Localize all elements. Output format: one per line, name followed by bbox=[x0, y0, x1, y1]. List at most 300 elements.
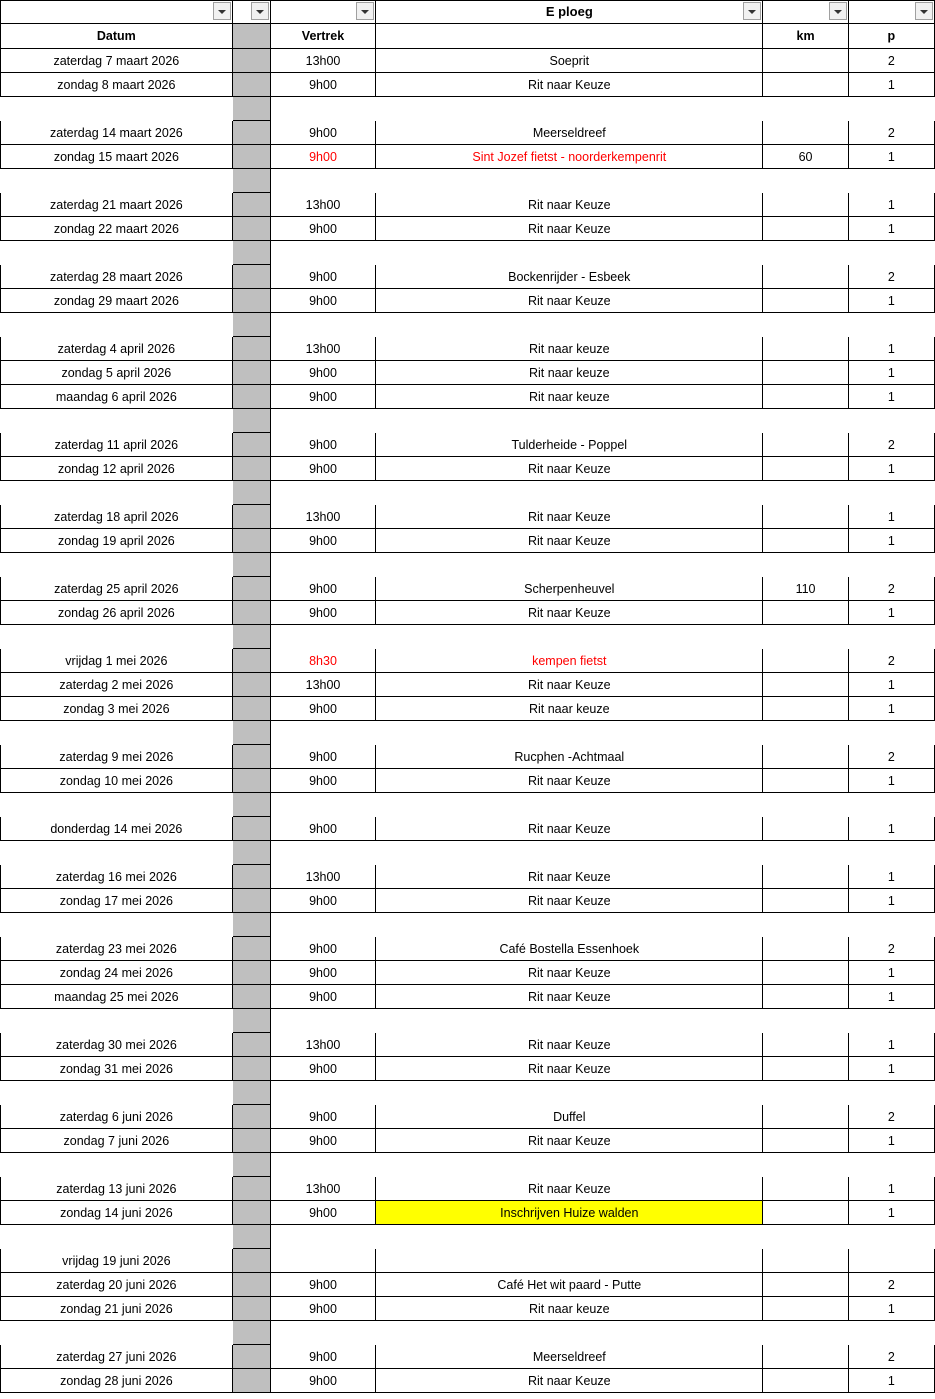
cell-km[interactable] bbox=[763, 601, 848, 625]
cell-omschrijving[interactable]: Rit naar keuze bbox=[376, 361, 763, 385]
cell-p[interactable]: 1 bbox=[848, 961, 934, 985]
cell-marker bbox=[232, 1369, 270, 1393]
spacer-cell bbox=[763, 241, 848, 265]
cell-vertrek[interactable]: 9h00 bbox=[270, 961, 375, 985]
cell-omschrijving[interactable]: Rit naar Keuze bbox=[376, 1177, 763, 1201]
cell-km[interactable] bbox=[763, 889, 848, 913]
table-row bbox=[1, 1273, 935, 1297]
cell-datum[interactable]: zondag 19 april 2026 bbox=[1, 529, 233, 553]
cell-km[interactable] bbox=[763, 337, 848, 361]
cell-datum[interactable]: zaterdag 23 mei 2026 bbox=[1, 937, 233, 961]
cell-omschrijving[interactable]: Rit naar keuze bbox=[376, 385, 763, 409]
cell-vertrek[interactable]: 9h00 bbox=[270, 817, 375, 841]
cell-marker bbox=[232, 361, 270, 385]
cell-marker bbox=[232, 1105, 270, 1129]
cell-marker bbox=[232, 193, 270, 217]
cell-p[interactable]: 2 bbox=[848, 577, 934, 601]
cell-km[interactable] bbox=[763, 121, 848, 145]
cell-km[interactable] bbox=[763, 769, 848, 793]
spacer-gray-cell bbox=[232, 625, 270, 649]
spacer-row bbox=[1, 793, 935, 817]
cell-p[interactable]: 1 bbox=[848, 289, 934, 313]
cell-km[interactable] bbox=[763, 457, 848, 481]
cell-omschrijving[interactable]: Rit naar Keuze bbox=[376, 193, 763, 217]
cell-km[interactable] bbox=[763, 217, 848, 241]
cell-omschrijving[interactable]: Rit naar keuze bbox=[376, 697, 763, 721]
cell-p[interactable]: 1 bbox=[848, 889, 934, 913]
cell-vertrek[interactable]: 9h00 bbox=[270, 601, 375, 625]
cell-km[interactable] bbox=[763, 1273, 848, 1297]
cell-vertrek[interactable]: 9h00 bbox=[270, 121, 375, 145]
chevron-down-icon[interactable] bbox=[915, 2, 933, 20]
spacer-gray-cell bbox=[232, 169, 270, 193]
cell-km[interactable] bbox=[763, 385, 848, 409]
cell-omschrijving[interactable]: Soeprit bbox=[376, 49, 763, 73]
cell-omschrijving[interactable]: Sint Jozef fietst - noorderkempenrit bbox=[376, 145, 763, 169]
cell-p[interactable]: 1 bbox=[848, 385, 934, 409]
cell-km[interactable] bbox=[763, 1033, 848, 1057]
spacer-cell bbox=[848, 241, 934, 265]
spacer-cell bbox=[270, 721, 375, 745]
cell-km[interactable] bbox=[763, 1297, 848, 1321]
cell-km[interactable] bbox=[763, 433, 848, 457]
cell-vertrek[interactable]: 9h00 bbox=[270, 889, 375, 913]
cell-datum[interactable]: zondag 28 juni 2026 bbox=[1, 1369, 233, 1393]
cell-datum[interactable]: zondag 24 mei 2026 bbox=[1, 961, 233, 985]
cell-omschrijving[interactable]: Café Het wit paard - Putte bbox=[376, 1273, 763, 1297]
cell-p[interactable]: 1 bbox=[848, 1033, 934, 1057]
column-header-gray bbox=[232, 24, 270, 49]
cell-vertrek[interactable]: 9h00 bbox=[270, 1369, 375, 1393]
cell-datum[interactable]: zondag 22 maart 2026 bbox=[1, 217, 233, 241]
cell-datum[interactable]: maandag 25 mei 2026 bbox=[1, 985, 233, 1009]
cell-datum[interactable]: zaterdag 14 maart 2026 bbox=[1, 121, 233, 145]
cell-omschrijving[interactable]: Rit naar Keuze bbox=[376, 505, 763, 529]
spacer-cell bbox=[763, 481, 848, 505]
spacer-cell bbox=[376, 241, 763, 265]
cell-km[interactable] bbox=[763, 1345, 848, 1369]
cell-km[interactable] bbox=[763, 505, 848, 529]
cell-vertrek[interactable]: 9h00 bbox=[270, 1273, 375, 1297]
cell-omschrijving[interactable]: Rit naar Keuze bbox=[376, 985, 763, 1009]
cell-marker bbox=[232, 817, 270, 841]
spacer-cell bbox=[763, 721, 848, 745]
spacer-cell bbox=[848, 625, 934, 649]
cell-km[interactable] bbox=[763, 673, 848, 697]
cell-p[interactable]: 2 bbox=[848, 49, 934, 73]
cell-vertrek[interactable]: 9h00 bbox=[270, 1105, 375, 1129]
cell-marker bbox=[232, 1297, 270, 1321]
chevron-down-icon[interactable] bbox=[743, 2, 761, 20]
cell-datum[interactable]: zondag 17 mei 2026 bbox=[1, 889, 233, 913]
cell-omschrijving[interactable]: Rit naar Keuze bbox=[376, 1057, 763, 1081]
cell-datum[interactable]: donderdag 14 mei 2026 bbox=[1, 817, 233, 841]
cell-datum[interactable]: vrijdag 1 mei 2026 bbox=[1, 649, 233, 673]
cell-datum[interactable]: zaterdag 27 juni 2026 bbox=[1, 1345, 233, 1369]
cell-vertrek[interactable]: 9h00 bbox=[270, 433, 375, 457]
cell-vertrek[interactable]: 13h00 bbox=[270, 337, 375, 361]
cell-marker bbox=[232, 121, 270, 145]
spacer-cell bbox=[763, 313, 848, 337]
cell-p[interactable]: 1 bbox=[848, 1201, 934, 1225]
cell-vertrek[interactable]: 13h00 bbox=[270, 673, 375, 697]
cell-datum[interactable]: zaterdag 30 mei 2026 bbox=[1, 1033, 233, 1057]
cell-p[interactable]: 1 bbox=[848, 73, 934, 97]
spacer-cell bbox=[848, 97, 934, 121]
table-row bbox=[1, 361, 935, 385]
cell-vertrek[interactable]: 9h00 bbox=[270, 769, 375, 793]
spacer-gray-cell bbox=[232, 481, 270, 505]
cell-p[interactable]: 2 bbox=[848, 121, 934, 145]
spacer-cell bbox=[763, 409, 848, 433]
cell-vertrek[interactable]: 8h30 bbox=[270, 649, 375, 673]
chevron-down-icon[interactable] bbox=[251, 2, 269, 20]
cell-km[interactable] bbox=[763, 265, 848, 289]
cell-km[interactable] bbox=[763, 961, 848, 985]
cell-marker bbox=[232, 73, 270, 97]
cell-km[interactable] bbox=[763, 1105, 848, 1129]
cell-omschrijving[interactable]: Bockenrijder - Esbeek bbox=[376, 265, 763, 289]
cell-marker bbox=[232, 985, 270, 1009]
cell-vertrek[interactable]: 9h00 bbox=[270, 217, 375, 241]
spacer-gray-cell bbox=[232, 553, 270, 577]
cell-p[interactable]: 1 bbox=[848, 337, 934, 361]
spacer-cell bbox=[763, 1321, 848, 1345]
cell-km[interactable] bbox=[763, 1177, 848, 1201]
cell-omschrijving[interactable]: Duffel bbox=[376, 1105, 763, 1129]
cell-datum[interactable]: zondag 8 maart 2026 bbox=[1, 73, 233, 97]
spacer-row bbox=[1, 1321, 935, 1345]
cell-datum[interactable]: zaterdag 16 mei 2026 bbox=[1, 865, 233, 889]
chevron-down-icon[interactable] bbox=[213, 2, 231, 20]
cell-km[interactable] bbox=[763, 1201, 848, 1225]
cell-vertrek[interactable]: 9h00 bbox=[270, 1297, 375, 1321]
filter-cell-km bbox=[763, 1, 848, 24]
cell-p[interactable]: 1 bbox=[848, 865, 934, 889]
spacer-cell bbox=[270, 1153, 375, 1177]
cell-vertrek[interactable]: 13h00 bbox=[270, 49, 375, 73]
cell-omschrijving[interactable]: Rit naar Keuze bbox=[376, 1129, 763, 1153]
cell-p[interactable]: 2 bbox=[848, 649, 934, 673]
spacer-gray-cell bbox=[232, 1321, 270, 1345]
cell-p[interactable] bbox=[848, 1249, 934, 1273]
cell-omschrijving[interactable]: Rit naar Keuze bbox=[376, 289, 763, 313]
cell-vertrek[interactable] bbox=[270, 1249, 375, 1273]
cell-datum[interactable]: zaterdag 4 april 2026 bbox=[1, 337, 233, 361]
spacer-cell bbox=[376, 313, 763, 337]
cell-datum[interactable]: zaterdag 6 juni 2026 bbox=[1, 1105, 233, 1129]
cell-omschrijving[interactable]: Rit naar Keuze bbox=[376, 73, 763, 97]
table-row bbox=[1, 49, 935, 73]
cell-omschrijving[interactable]: Rit naar Keuze bbox=[376, 457, 763, 481]
cell-km[interactable] bbox=[763, 1129, 848, 1153]
cell-p[interactable]: 1 bbox=[848, 1369, 934, 1393]
cell-datum[interactable]: vrijdag 19 juni 2026 bbox=[1, 1249, 233, 1273]
cell-datum[interactable]: zaterdag 20 juni 2026 bbox=[1, 1273, 233, 1297]
cell-omschrijving[interactable]: Rit naar Keuze bbox=[376, 1369, 763, 1393]
spacer-cell bbox=[763, 841, 848, 865]
cell-vertrek[interactable]: 9h00 bbox=[270, 1057, 375, 1081]
cell-datum[interactable]: zaterdag 9 mei 2026 bbox=[1, 745, 233, 769]
cell-km[interactable] bbox=[763, 1369, 848, 1393]
cell-vertrek[interactable]: 9h00 bbox=[270, 577, 375, 601]
spacer-cell bbox=[376, 1009, 763, 1033]
cell-p[interactable]: 2 bbox=[848, 433, 934, 457]
cell-km[interactable] bbox=[763, 1249, 848, 1273]
spacer-cell bbox=[376, 1153, 763, 1177]
cell-p[interactable]: 1 bbox=[848, 697, 934, 721]
table-row bbox=[1, 673, 935, 697]
table-row bbox=[1, 73, 935, 97]
cell-marker bbox=[232, 1345, 270, 1369]
cell-datum[interactable]: zondag 29 maart 2026 bbox=[1, 289, 233, 313]
spacer-gray-cell bbox=[232, 313, 270, 337]
cell-omschrijving[interactable]: Tulderheide - Poppel bbox=[376, 433, 763, 457]
cell-km[interactable] bbox=[763, 745, 848, 769]
cell-vertrek[interactable]: 13h00 bbox=[270, 505, 375, 529]
cell-p[interactable]: 1 bbox=[848, 193, 934, 217]
cell-vertrek[interactable]: 9h00 bbox=[270, 745, 375, 769]
cell-omschrijving[interactable]: Rit naar Keuze bbox=[376, 529, 763, 553]
spacer-cell bbox=[376, 409, 763, 433]
table-row bbox=[1, 505, 935, 529]
cell-marker bbox=[232, 865, 270, 889]
filter-cell-datum bbox=[1, 1, 233, 24]
spacer-cell bbox=[1, 169, 233, 193]
cell-vertrek[interactable]: 13h00 bbox=[270, 1177, 375, 1201]
cell-vertrek[interactable]: 9h00 bbox=[270, 145, 375, 169]
cell-p[interactable]: 1 bbox=[848, 145, 934, 169]
cell-vertrek[interactable]: 9h00 bbox=[270, 1129, 375, 1153]
spacer-row bbox=[1, 841, 935, 865]
cell-marker bbox=[232, 433, 270, 457]
spacer-cell bbox=[270, 241, 375, 265]
chevron-down-icon[interactable] bbox=[356, 2, 374, 20]
spacer-cell bbox=[270, 625, 375, 649]
cell-km[interactable] bbox=[763, 817, 848, 841]
cell-omschrijving[interactable]: Rit naar keuze bbox=[376, 1297, 763, 1321]
cell-marker bbox=[232, 265, 270, 289]
table-row bbox=[1, 601, 935, 625]
cell-datum[interactable]: zondag 3 mei 2026 bbox=[1, 697, 233, 721]
cell-vertrek[interactable]: 9h00 bbox=[270, 697, 375, 721]
table-row bbox=[1, 1129, 935, 1153]
spacer-cell bbox=[763, 1225, 848, 1249]
cell-vertrek[interactable]: 13h00 bbox=[270, 193, 375, 217]
table-row bbox=[1, 1369, 935, 1393]
cell-datum[interactable]: zaterdag 7 maart 2026 bbox=[1, 49, 233, 73]
cell-vertrek[interactable]: 9h00 bbox=[270, 985, 375, 1009]
spacer-cell bbox=[270, 97, 375, 121]
chevron-down-icon[interactable] bbox=[829, 2, 847, 20]
cell-p[interactable]: 1 bbox=[848, 817, 934, 841]
cell-datum[interactable]: zondag 26 april 2026 bbox=[1, 601, 233, 625]
cell-marker bbox=[232, 49, 270, 73]
cell-omschrijving[interactable]: Rucphen -Achtmaal bbox=[376, 745, 763, 769]
cell-vertrek[interactable]: 9h00 bbox=[270, 265, 375, 289]
spacer-cell bbox=[270, 481, 375, 505]
cell-p[interactable]: 1 bbox=[848, 769, 934, 793]
cell-omschrijving[interactable]: Rit naar Keuze bbox=[376, 601, 763, 625]
spacer-row bbox=[1, 169, 935, 193]
cell-omschrijving[interactable]: kempen fietst bbox=[376, 649, 763, 673]
filter-cell-p bbox=[848, 1, 934, 24]
cell-km[interactable] bbox=[763, 937, 848, 961]
cell-marker bbox=[232, 385, 270, 409]
spacer-cell bbox=[270, 169, 375, 193]
cell-vertrek[interactable]: 13h00 bbox=[270, 865, 375, 889]
spacer-row bbox=[1, 1081, 935, 1105]
spacer-cell bbox=[270, 841, 375, 865]
cell-vertrek[interactable]: 9h00 bbox=[270, 529, 375, 553]
spacer-cell bbox=[848, 1153, 934, 1177]
cell-datum[interactable]: zaterdag 13 juni 2026 bbox=[1, 1177, 233, 1201]
cell-p[interactable]: 1 bbox=[848, 529, 934, 553]
cell-p[interactable]: 2 bbox=[848, 937, 934, 961]
table-row bbox=[1, 385, 935, 409]
cell-vertrek[interactable]: 13h00 bbox=[270, 1033, 375, 1057]
cell-omschrijving[interactable]: Rit naar Keuze bbox=[376, 673, 763, 697]
table-row bbox=[1, 865, 935, 889]
cell-p[interactable]: 1 bbox=[848, 505, 934, 529]
spacer-row bbox=[1, 913, 935, 937]
cell-datum[interactable]: zondag 12 april 2026 bbox=[1, 457, 233, 481]
cell-datum[interactable]: zaterdag 11 april 2026 bbox=[1, 433, 233, 457]
cell-km[interactable] bbox=[763, 193, 848, 217]
cell-vertrek[interactable]: 9h00 bbox=[270, 361, 375, 385]
cell-omschrijving[interactable]: Rit naar Keuze bbox=[376, 889, 763, 913]
column-header-omschrijving bbox=[376, 24, 763, 49]
cell-km[interactable] bbox=[763, 49, 848, 73]
cell-marker bbox=[232, 217, 270, 241]
spacer-row bbox=[1, 241, 935, 265]
cell-datum[interactable]: zaterdag 28 maart 2026 bbox=[1, 265, 233, 289]
cell-km[interactable] bbox=[763, 361, 848, 385]
cell-km[interactable] bbox=[763, 697, 848, 721]
cell-datum[interactable]: zondag 21 juni 2026 bbox=[1, 1297, 233, 1321]
spacer-cell bbox=[376, 625, 763, 649]
spacer-cell bbox=[848, 1225, 934, 1249]
spacer-cell bbox=[1, 793, 233, 817]
cell-omschrijving[interactable]: Rit naar Keuze bbox=[376, 961, 763, 985]
table-row bbox=[1, 745, 935, 769]
cell-omschrijving[interactable]: Scherpenheuvel bbox=[376, 577, 763, 601]
spacer-cell bbox=[270, 1321, 375, 1345]
cell-vertrek[interactable]: 9h00 bbox=[270, 73, 375, 97]
cell-vertrek[interactable]: 9h00 bbox=[270, 385, 375, 409]
cell-km[interactable]: 110 bbox=[763, 577, 848, 601]
cell-p[interactable]: 2 bbox=[848, 1105, 934, 1129]
cell-vertrek[interactable]: 9h00 bbox=[270, 1345, 375, 1369]
cell-marker bbox=[232, 289, 270, 313]
spacer-cell bbox=[1, 913, 233, 937]
cell-km[interactable] bbox=[763, 1057, 848, 1081]
cell-marker bbox=[232, 649, 270, 673]
table-row bbox=[1, 145, 935, 169]
table-row bbox=[1, 217, 935, 241]
cell-km[interactable] bbox=[763, 865, 848, 889]
table-row bbox=[1, 817, 935, 841]
cell-vertrek[interactable]: 9h00 bbox=[270, 457, 375, 481]
cell-km[interactable] bbox=[763, 649, 848, 673]
cell-p[interactable]: 1 bbox=[848, 1129, 934, 1153]
cell-vertrek[interactable]: 9h00 bbox=[270, 937, 375, 961]
spacer-cell bbox=[1, 1321, 233, 1345]
cell-omschrijving[interactable]: Rit naar Keuze bbox=[376, 1033, 763, 1057]
cell-p[interactable]: 2 bbox=[848, 265, 934, 289]
cell-p[interactable]: 1 bbox=[848, 1177, 934, 1201]
cell-p[interactable]: 2 bbox=[848, 1345, 934, 1369]
cell-p[interactable]: 1 bbox=[848, 1297, 934, 1321]
cell-p[interactable]: 2 bbox=[848, 745, 934, 769]
cell-p[interactable]: 1 bbox=[848, 673, 934, 697]
spacer-cell bbox=[1, 481, 233, 505]
cell-omschrijving[interactable]: Rit naar Keuze bbox=[376, 769, 763, 793]
cell-omschrijving[interactable]: Rit naar Keuze bbox=[376, 217, 763, 241]
cell-datum[interactable]: zondag 14 juni 2026 bbox=[1, 1201, 233, 1225]
cell-datum[interactable]: zaterdag 25 april 2026 bbox=[1, 577, 233, 601]
cell-omschrijving[interactable]: Rit naar keuze bbox=[376, 337, 763, 361]
spacer-row bbox=[1, 1225, 935, 1249]
cell-p[interactable]: 1 bbox=[848, 361, 934, 385]
cell-km[interactable]: 60 bbox=[763, 145, 848, 169]
cell-p[interactable]: 1 bbox=[848, 985, 934, 1009]
cell-omschrijving[interactable]: Rit naar Keuze bbox=[376, 865, 763, 889]
cell-km[interactable] bbox=[763, 985, 848, 1009]
column-header-km: km bbox=[763, 24, 848, 49]
cell-datum[interactable]: zondag 31 mei 2026 bbox=[1, 1057, 233, 1081]
spacer-cell bbox=[376, 1225, 763, 1249]
spacer-gray-cell bbox=[232, 409, 270, 433]
cell-datum[interactable]: zondag 7 juni 2026 bbox=[1, 1129, 233, 1153]
spacer-cell bbox=[1, 97, 233, 121]
spacer-cell bbox=[270, 1081, 375, 1105]
cell-datum[interactable]: zondag 15 maart 2026 bbox=[1, 145, 233, 169]
cell-marker bbox=[232, 745, 270, 769]
cell-datum[interactable]: maandag 6 april 2026 bbox=[1, 385, 233, 409]
cell-omschrijving[interactable]: Meerseldreef bbox=[376, 1345, 763, 1369]
table-row bbox=[1, 649, 935, 673]
cell-km[interactable] bbox=[763, 73, 848, 97]
cell-omschrijving[interactable]: Rit naar Keuze bbox=[376, 817, 763, 841]
cell-vertrek[interactable]: 9h00 bbox=[270, 289, 375, 313]
cell-km[interactable] bbox=[763, 529, 848, 553]
spacer-cell bbox=[763, 913, 848, 937]
cell-p[interactable]: 1 bbox=[848, 601, 934, 625]
cell-omschrijving[interactable]: Meerseldreef bbox=[376, 121, 763, 145]
cell-omschrijving[interactable]: Café Bostella Essenhoek bbox=[376, 937, 763, 961]
spacer-cell bbox=[1, 241, 233, 265]
cell-p[interactable]: 2 bbox=[848, 1273, 934, 1297]
cell-p[interactable]: 1 bbox=[848, 457, 934, 481]
cell-vertrek[interactable]: 9h00 bbox=[270, 1201, 375, 1225]
spacer-cell bbox=[848, 913, 934, 937]
table-row bbox=[1, 1201, 935, 1225]
cell-km[interactable] bbox=[763, 289, 848, 313]
cell-datum[interactable]: zaterdag 2 mei 2026 bbox=[1, 673, 233, 697]
cell-p[interactable]: 1 bbox=[848, 217, 934, 241]
spacer-cell bbox=[270, 913, 375, 937]
cell-omschrijving[interactable] bbox=[376, 1249, 763, 1273]
cell-omschrijving[interactable]: Inschrijven Huize walden bbox=[376, 1201, 763, 1225]
cell-datum[interactable]: zaterdag 21 maart 2026 bbox=[1, 193, 233, 217]
cell-marker bbox=[232, 337, 270, 361]
cell-datum[interactable]: zaterdag 18 april 2026 bbox=[1, 505, 233, 529]
table-row bbox=[1, 1105, 935, 1129]
cell-datum[interactable]: zondag 10 mei 2026 bbox=[1, 769, 233, 793]
cell-datum[interactable]: zondag 5 april 2026 bbox=[1, 361, 233, 385]
cell-p[interactable]: 1 bbox=[848, 1057, 934, 1081]
